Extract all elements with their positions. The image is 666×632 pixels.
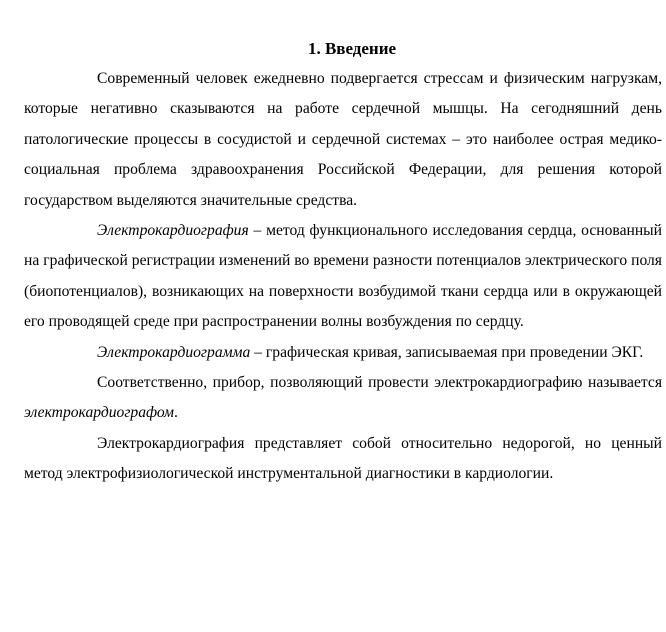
- paragraph-device-text-before: Соответственно, прибор, позволяющий провести электрокардиографию называется: [97, 374, 662, 392]
- paragraph-ecg-curve: [24, 338, 662, 368]
- paragraph-method-value-text: Электрокардиография представляет собой относительно недорогой, но ценный метод электрофизиологической инструментальной диагностики в кардиологии.: [24, 434, 662, 483]
- section-heading: 1. Введение: [307, 39, 397, 58]
- paragraph-device: [24, 368, 662, 429]
- term-electrocardiograph: электрокардиографом: [24, 404, 175, 422]
- paragraph-device-text-after: .: [174, 404, 178, 422]
- term-electrocardiography: Электрокардиография: [97, 222, 249, 240]
- term-electrocardiogram: Электрокардиограмма: [97, 343, 251, 361]
- paragraph-ecg-definition: [24, 216, 662, 338]
- paragraph-method-value: [24, 429, 662, 490]
- document-page: [24, 34, 662, 490]
- paragraph-ecg-definition-text: – метод функционального исследования сердца, основанный на графической регистрации изменений во времени разности потенциалов электрического поля (биопотенциалов), возникающих на поверхности возбудимой ткани сердца или в окружающей его проводящей среде при распространении волны возбуждения по сердцу.: [24, 222, 662, 331]
- paragraph-ecg-curve-text: – графическая кривая, записываемая при проведении ЭКГ.: [250, 343, 644, 361]
- paragraph-intro-text: Современный человек ежедневно подвергается стрессам и физическим нагрузкам, которые негативно сказываются на работе сердечной мышцы. На сегодняшний день патологические процессы в сосудистой и сердечной системах – это наиболее острая медико-социальная проблема здравоохранения Российской Федерации, для решения которой государством выделяются значительные средства.: [24, 70, 662, 209]
- paragraph-intro: [24, 64, 662, 216]
